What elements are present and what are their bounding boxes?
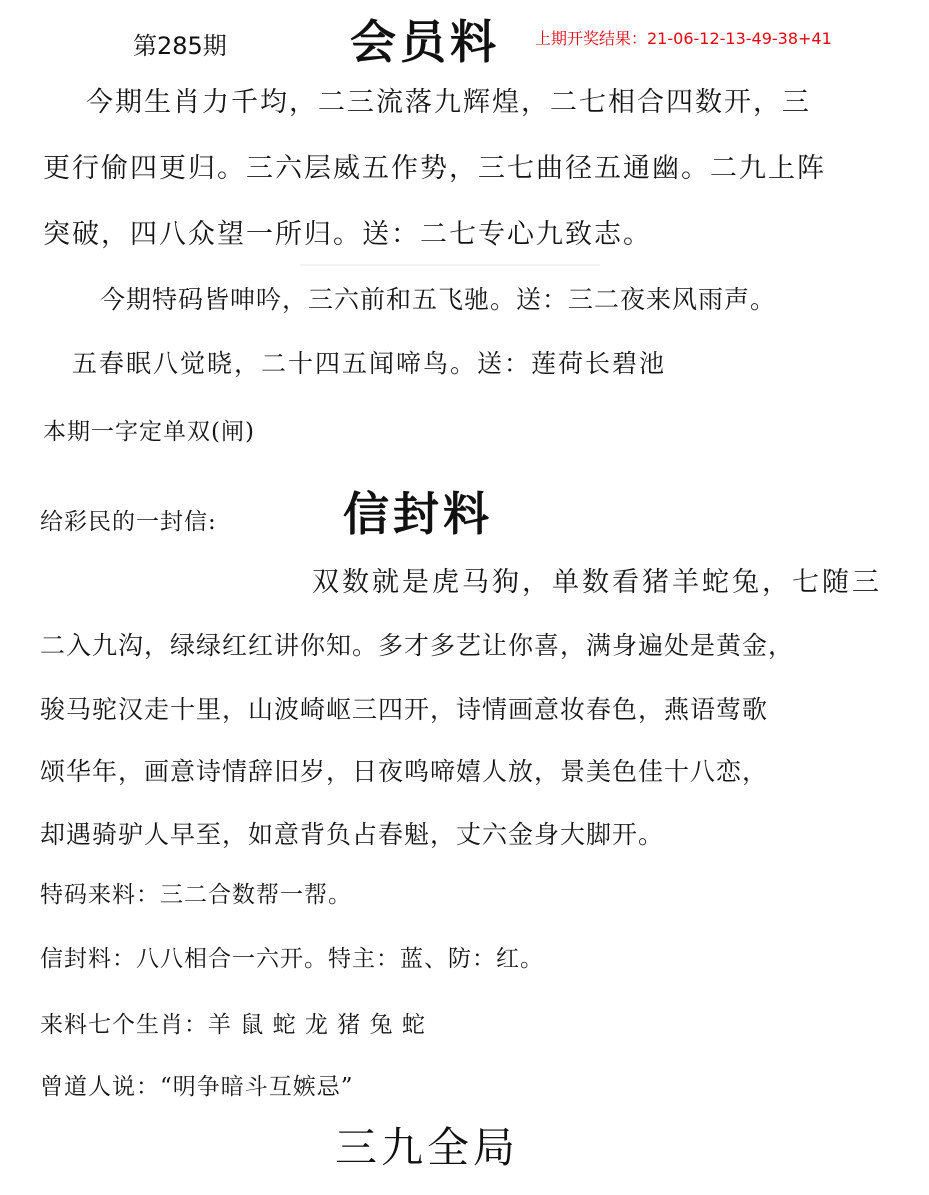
letter-line: 颂华年，画意诗情辞旧岁，日夜鸣啼嬉人放，景美色佳十八恋，	[40, 757, 769, 786]
scan-artifact	[300, 264, 600, 266]
letter-line: 二入九沟，绿绿红红讲你知。多才多艺让你喜，满身遍处是黄金，	[40, 631, 795, 660]
letter-line: 双数就是虎马狗，单数看猪羊蛇兔，七随三	[312, 567, 882, 598]
letter-line: 却遇骑驴人早至，如意背负占春魁，丈六金身大脚开。	[40, 820, 665, 849]
info-line: 来料七个生肖：羊 鼠 蛇 龙 猪 兔 蛇	[40, 1012, 426, 1038]
member-line: 突破，四八众望一所归。送：二七专心九致志。	[43, 219, 652, 250]
info-line: 特码来料：三二合数帮一帮。	[40, 882, 352, 908]
section-title: 信封料	[343, 487, 493, 541]
letter-intro: 给彩民的一封信:	[40, 509, 217, 535]
member-line: 今期生肖力千均，二三流落九辉煌，二七相合四数开，三	[86, 87, 811, 118]
member-line: 今期特码皆呻吟，三六前和五飞驰。送：三二夜来风雨声。	[100, 285, 777, 314]
page-title: 会员料	[350, 15, 500, 69]
info-line: 信封料：八八相合一六开。特主：蓝、防：红。	[40, 946, 544, 972]
footer-title: 三九全局	[335, 1123, 520, 1172]
member-line: 五春眠八觉晓，二十四五闻啼鸟。送：莲荷长碧池	[72, 349, 667, 378]
member-line: 本期一字定单双(闸)	[43, 419, 255, 445]
letter-line: 骏马驼汉走十里，山波崎岖三四开，诗情画意妆春色，燕语莺歌	[40, 695, 769, 724]
last-draw-result: 上期开奖结果：21-06-12-13-49-38+41	[535, 29, 832, 48]
member-line: 更行偷四更归。三六层威五作势，三七曲径五通幽。二九上阵	[43, 153, 826, 184]
info-line: 曾道人说：“明争暗斗互嫉忌”	[40, 1074, 354, 1100]
issue-number: 第285期	[133, 32, 227, 60]
